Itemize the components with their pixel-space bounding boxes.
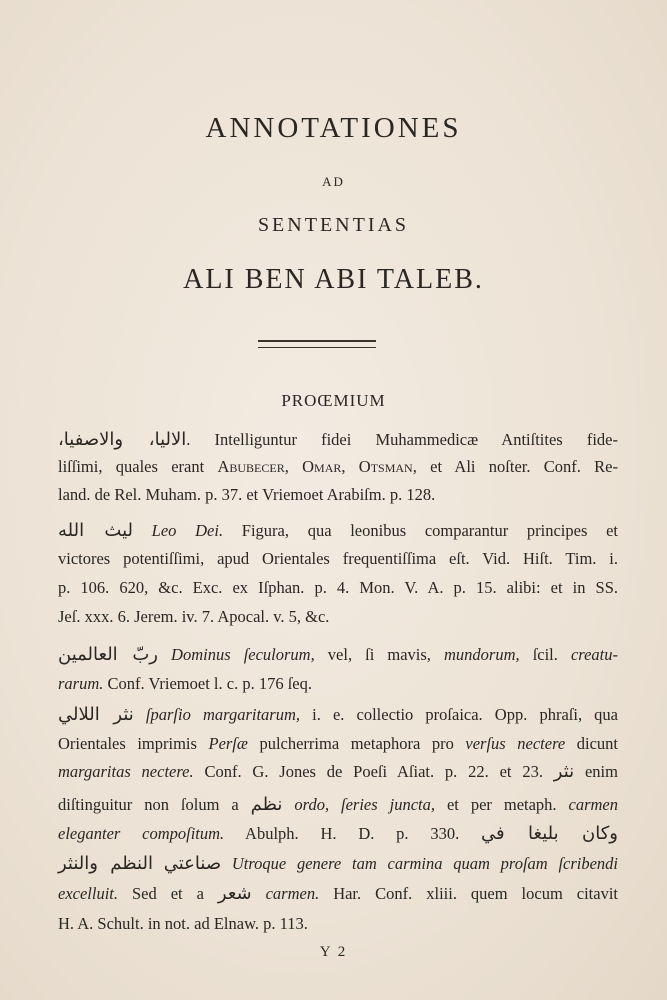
signature-mark: Y 2	[319, 944, 348, 960]
text-line-14	[58, 823, 618, 845]
text-line-10	[58, 704, 618, 726]
text-line-12	[58, 761, 618, 783]
line-text: Conf. Vriemoet l. c. p. 176 ſeq.	[103, 674, 312, 693]
arabic-term: نظم	[250, 794, 283, 815]
title-author-name: ALI BEN ABI TALEB.	[183, 264, 484, 295]
arabic-term: شعر	[217, 883, 252, 904]
line-italic: carmen.	[251, 884, 320, 903]
line-text: dicunt	[565, 734, 618, 753]
line-italic: Leo Dei.	[132, 521, 224, 540]
text-line-6	[58, 577, 618, 599]
text-line-13	[58, 794, 618, 816]
line-text: Figura, qua leonibus comparantur principes et	[223, 521, 618, 540]
line-italic: ſparſio margaritarum,	[133, 705, 300, 724]
text-line-3	[58, 484, 618, 506]
line-text: pulcherrima metaphora pro	[247, 734, 466, 753]
line-text: land. de Rel. Muham. p. 37. et Vriemoet Arabiſm. p. 128.	[58, 485, 436, 504]
line-text: Har. Conf. xliii. quem locum citavit	[319, 884, 619, 903]
text-line-5	[58, 548, 618, 570]
line-italic: mundorum,	[443, 645, 520, 664]
line-smallcaps: Abubecer, Omar, Otsman,	[217, 457, 417, 476]
line-italic: carmen	[568, 795, 618, 814]
line-text: H. A. Schult. in not. ad Elnaw. p. 113.	[58, 914, 308, 933]
text-line-4	[58, 520, 618, 542]
arabic-term: ربّ العالمين	[58, 644, 158, 665]
title-sententias: SENTENTIAS	[257, 214, 410, 236]
arabic-term: نثر اللالي	[58, 704, 134, 725]
line-italic: eleganter compoſitum.	[58, 824, 225, 843]
line-italic: excelluit.	[58, 884, 119, 903]
line-text: . Intelliguntur fidei Muhammedicæ Antiſtites fide-	[186, 430, 618, 449]
section-heading: PROŒMIUM	[281, 391, 386, 410]
text-line-8	[58, 644, 618, 666]
line-italic: verſus nectere	[465, 734, 566, 753]
text-line-15	[58, 853, 618, 875]
line-italic: margaritas nectere.	[58, 762, 194, 781]
text-line-17	[58, 913, 618, 935]
arabic-term: صناعتي	[163, 853, 222, 874]
line-text: p. 106. 620, &c. Exc. ex Iſphan. p. 4. Mon. V. A. p. 15. alibi: et in SS.	[58, 578, 618, 597]
text-line-9	[58, 673, 618, 695]
title-ad: AD	[322, 174, 345, 189]
text-line-2	[58, 456, 618, 478]
line-italic: ordo, ſeries juncta,	[282, 795, 436, 814]
arabic-term: ليث الله	[58, 520, 133, 541]
line-italic: Dominus ſeculorum,	[157, 645, 315, 664]
line-text: diſtinguitur non ſolum a	[58, 795, 251, 814]
line-italic: Utroque genere tam carmina quam proſam ſcribendi	[221, 854, 619, 873]
line-text: victores potentiſſimi, apud Orientales frequentiſſima eſt. Vid. Hiſt. Tim. i.	[58, 549, 618, 568]
arabic-term: وكان بليغا في	[481, 823, 618, 844]
text-line-16	[58, 883, 618, 905]
line-italic: creatu-	[570, 645, 618, 664]
line-italic: rarum.	[58, 674, 104, 693]
line-text: enim	[574, 762, 618, 781]
line-text: et Ali noſter. Conf. Re-	[416, 457, 619, 476]
line-text: Orientales imprimis	[58, 734, 209, 753]
line-italic: Perſæ	[208, 734, 248, 753]
arabic-term: الاليا، والاصفيا،	[58, 429, 187, 450]
line-text: vel, ſi mavis,	[314, 645, 444, 664]
line-text: Abulph. H. D. p. 330.	[224, 824, 482, 843]
arabic-term: نثر	[553, 761, 575, 782]
text-line-7	[58, 606, 618, 628]
line-text: liſſimi, quales erant	[58, 457, 218, 476]
line-text: Conf. G. Jones de Poeſi Aſiat. p. 22. et 23.	[193, 762, 554, 781]
text-line-1	[58, 429, 618, 451]
line-text: i. e. collectio proſaica. Opp. phraſi, qua	[300, 705, 619, 724]
line-text: ſcil.	[519, 645, 571, 664]
line-text: Jeſ. xxx. 6. Jerem. iv. 7. Apocal. v. 5, &c.	[58, 607, 330, 626]
line-text: et per metaph.	[435, 795, 569, 814]
text-line-11	[58, 733, 618, 755]
arabic-term: النظم والنثر	[58, 853, 153, 874]
title-annotationes: ANNOTATIONES	[205, 112, 462, 144]
line-text: Sed et a	[118, 884, 218, 903]
double-rule-divider	[258, 340, 376, 348]
